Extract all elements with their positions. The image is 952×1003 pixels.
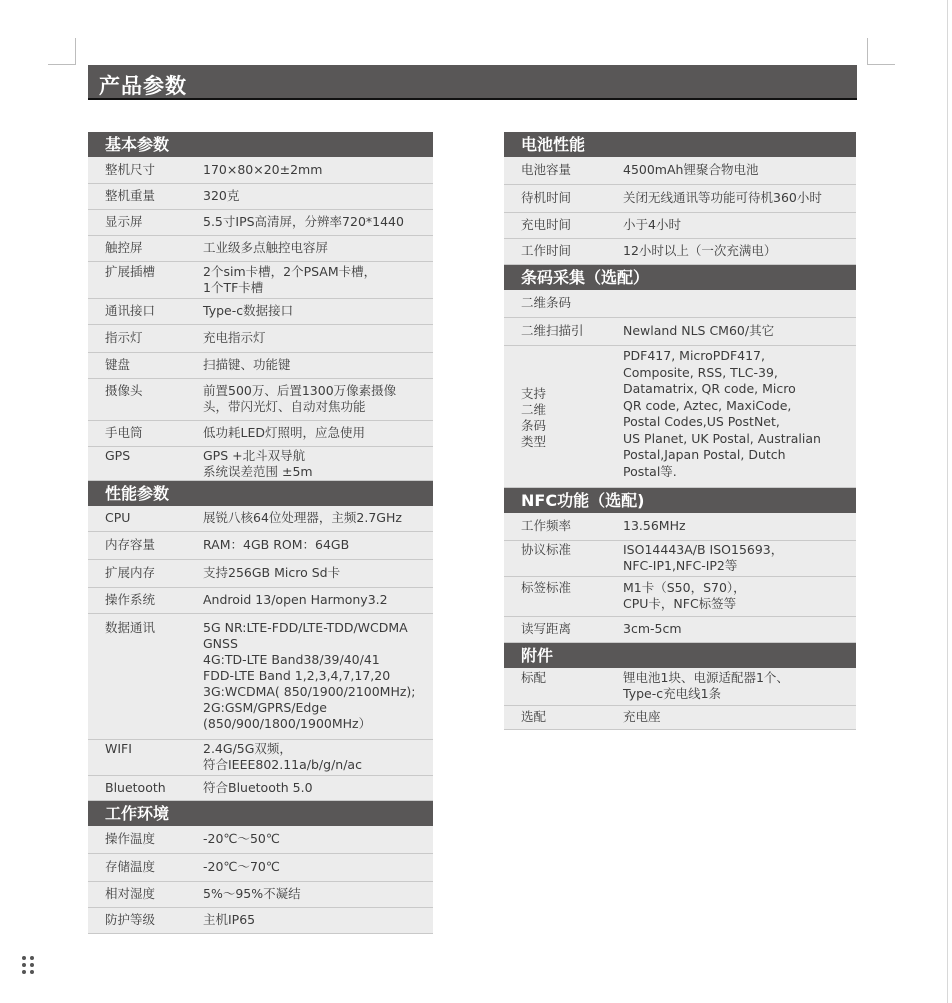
spec-row — [88, 826, 433, 854]
spec-row — [504, 617, 856, 643]
spec-label: 扩展插槽 — [105, 264, 156, 279]
spec-label: 摄像头 — [105, 383, 143, 398]
spec-row — [88, 184, 433, 210]
spec-value: GPS +北斗双导航 系统误差范围 ±5m — [203, 448, 313, 479]
spec-label: 二维扫描引 — [521, 323, 584, 338]
spec-row — [88, 740, 433, 776]
spec-value: 4500mAh锂聚合物电池 — [623, 162, 759, 177]
spec-label: CPU — [105, 510, 131, 525]
spec-row — [88, 588, 433, 614]
spec-value: 170×80×20±2mm — [203, 162, 323, 177]
spec-row — [88, 532, 433, 560]
spec-label: 工作时间 — [521, 243, 572, 258]
spec-value: Newland NLS CM60/其它 — [623, 323, 775, 338]
spec-label: 电池容量 — [521, 162, 572, 177]
spec-label: 防护等级 — [105, 912, 156, 927]
spec-label: 工作频率 — [521, 518, 572, 533]
spec-label: 充电时间 — [521, 217, 572, 232]
spec-label: 触控屏 — [105, 240, 143, 255]
spec-label: 待机时间 — [521, 190, 572, 205]
spec-value: Android 13/open Harmony3.2 — [203, 592, 388, 607]
crop-mark — [867, 64, 895, 65]
section-header: 工作环境 — [88, 801, 433, 826]
spec-row — [88, 262, 433, 299]
spec-value: 13.56MHz — [623, 518, 686, 533]
spec-value: -20℃～70℃ — [203, 859, 280, 874]
spec-value: PDF417, MicroPDF417, Composite, RSS, TLC-39, Datamatrix, QR code, Micro QR code, Aztec, MaxiCode, Postal Codes,US PostNet, US Planet, UK Postal, Australian Postal,Japan Postal, Dutch Postal等. — [623, 348, 821, 479]
spec-row — [88, 506, 433, 532]
spec-value: -20℃～50℃ — [203, 831, 280, 846]
section-header: 条码采集（选配） — [504, 265, 856, 290]
section-header: NFC功能（选配) — [504, 488, 856, 513]
spec-value: 2.4G/5G双频， 符合IEEE802.11a/b/g/n/ac — [203, 741, 362, 772]
spec-row — [504, 239, 856, 265]
spec-value: 2个sim卡槽，2个PSAM卡槽， 1个TF卡槽 — [203, 264, 377, 295]
spec-label: 键盘 — [105, 357, 131, 372]
spec-row — [504, 318, 856, 346]
spec-row — [88, 854, 433, 882]
spec-label: 整机尺寸 — [105, 162, 156, 177]
spec-row — [88, 325, 433, 353]
spec-value: 前置500万、后置1300万像素摄像 头，带闪光灯、自动对焦功能 — [203, 383, 397, 414]
spec-value: 12小时以上（一次充满电） — [623, 243, 777, 258]
spec-row — [88, 882, 433, 908]
spec-row — [88, 379, 433, 421]
spec-label: 扩展内存 — [105, 565, 156, 580]
spec-value: Type-c数据接口 — [203, 303, 294, 318]
spec-label: 通讯接口 — [105, 303, 156, 318]
spec-value: 5.5寸IPS高清屏，分辨率720*1440 — [203, 214, 404, 229]
spec-value: 锂电池1块、电源适配器1个、 Type-c充电线1条 — [623, 670, 789, 701]
spec-value: M1卡（S50，S70）， CPU卡，NFC标签等 — [623, 580, 746, 611]
spec-row — [88, 353, 433, 379]
spec-value: 工业级多点触控电容屏 — [203, 240, 329, 255]
page-title-bar — [88, 65, 857, 100]
spec-row — [88, 299, 433, 325]
spec-value: 支持256GB Micro Sd卡 — [203, 565, 341, 580]
spec-row — [504, 290, 856, 318]
spec-label: 协议标准 — [521, 542, 572, 557]
section-header: 基本参数 — [88, 132, 433, 157]
spec-row — [504, 706, 856, 730]
spec-value: 符合Bluetooth 5.0 — [203, 780, 313, 795]
spec-row — [88, 614, 433, 740]
page-title: 产品参数 — [99, 74, 187, 98]
crop-mark — [75, 38, 76, 65]
spec-value: ISO14443A/B ISO15693， NFC-IP1,NFC-IP2等 — [623, 542, 784, 573]
spec-value: 展锐八核64位处理器，主频2.7GHz — [203, 510, 402, 525]
spec-value: 320克 — [203, 188, 240, 203]
spec-row — [504, 577, 856, 617]
spec-value: 充电座 — [623, 709, 661, 724]
spec-row — [88, 421, 433, 447]
spec-row — [88, 560, 433, 588]
spec-row — [504, 157, 856, 185]
spec-value: 3cm-5cm — [623, 621, 682, 636]
spec-label: 标配 — [521, 670, 547, 685]
section-header: 附件 — [504, 643, 856, 668]
spec-row — [504, 513, 856, 541]
right-spec-column — [504, 132, 856, 730]
spec-label: 选配 — [521, 709, 547, 724]
spec-label: 操作系统 — [105, 592, 156, 607]
spec-label: WIFI — [105, 741, 132, 756]
spec-row — [504, 185, 856, 213]
spec-row — [504, 213, 856, 239]
spec-label: 显示屏 — [105, 214, 143, 229]
spec-label: 整机重量 — [105, 188, 156, 203]
spec-row — [504, 668, 856, 706]
spec-label: 操作温度 — [105, 831, 156, 846]
spec-label: 数据通讯 — [105, 620, 156, 635]
spec-value: 5%～95%不凝结 — [203, 886, 301, 901]
spec-label: 二维条码 — [521, 295, 572, 310]
spec-value: 低功耗LED灯照明，应急使用 — [203, 425, 365, 440]
spec-row — [88, 908, 433, 934]
crop-mark — [48, 64, 76, 65]
spec-row — [88, 210, 433, 236]
spec-value: 主机IP65 — [203, 912, 256, 927]
crop-mark — [867, 38, 868, 65]
spec-value: 扫描键、功能键 — [203, 357, 291, 372]
spec-label: 存储温度 — [105, 859, 156, 874]
spec-row — [504, 346, 856, 488]
section-header: 电池性能 — [504, 132, 856, 157]
spec-value: 充电指示灯 — [203, 330, 266, 345]
left-spec-column — [88, 132, 433, 934]
spec-value: 关闭无线通讯等功能可待机360小时 — [623, 190, 822, 205]
spec-label: 读写距离 — [521, 621, 572, 636]
spec-row — [504, 541, 856, 577]
spec-value: 5G NR:LTE-FDD/LTE-TDD/WCDMA GNSS 4G:TD-LTE Band38/39/40/41 FDD-LTE Band 1,2,3,4,7,17,20 3G:WCDMA( 850/1900/2100MHz); 2G:GSM/GPRS/Edge (850/900/1800/1900MHz） — [203, 620, 416, 731]
spec-label: 手电筒 — [105, 425, 143, 440]
spec-row — [88, 776, 433, 801]
spec-label: 指示灯 — [105, 330, 143, 345]
spec-row — [88, 157, 433, 184]
spec-label: GPS — [105, 448, 131, 463]
page-edge — [947, 0, 948, 1003]
spec-label: 支持 二维 条码 类型 — [521, 385, 547, 449]
spec-label: 内存容量 — [105, 537, 156, 552]
spec-value: RAM：4GB ROM：64GB — [203, 537, 350, 552]
section-header: 性能参数 — [88, 481, 433, 506]
spec-value: 小于4小时 — [623, 217, 681, 232]
spec-label: Bluetooth — [105, 780, 166, 795]
spec-value — [605, 295, 856, 317]
spec-row — [88, 236, 433, 262]
spec-label: 相对湿度 — [105, 886, 156, 901]
spec-label: 标签标准 — [521, 580, 572, 595]
spec-row — [88, 447, 433, 481]
